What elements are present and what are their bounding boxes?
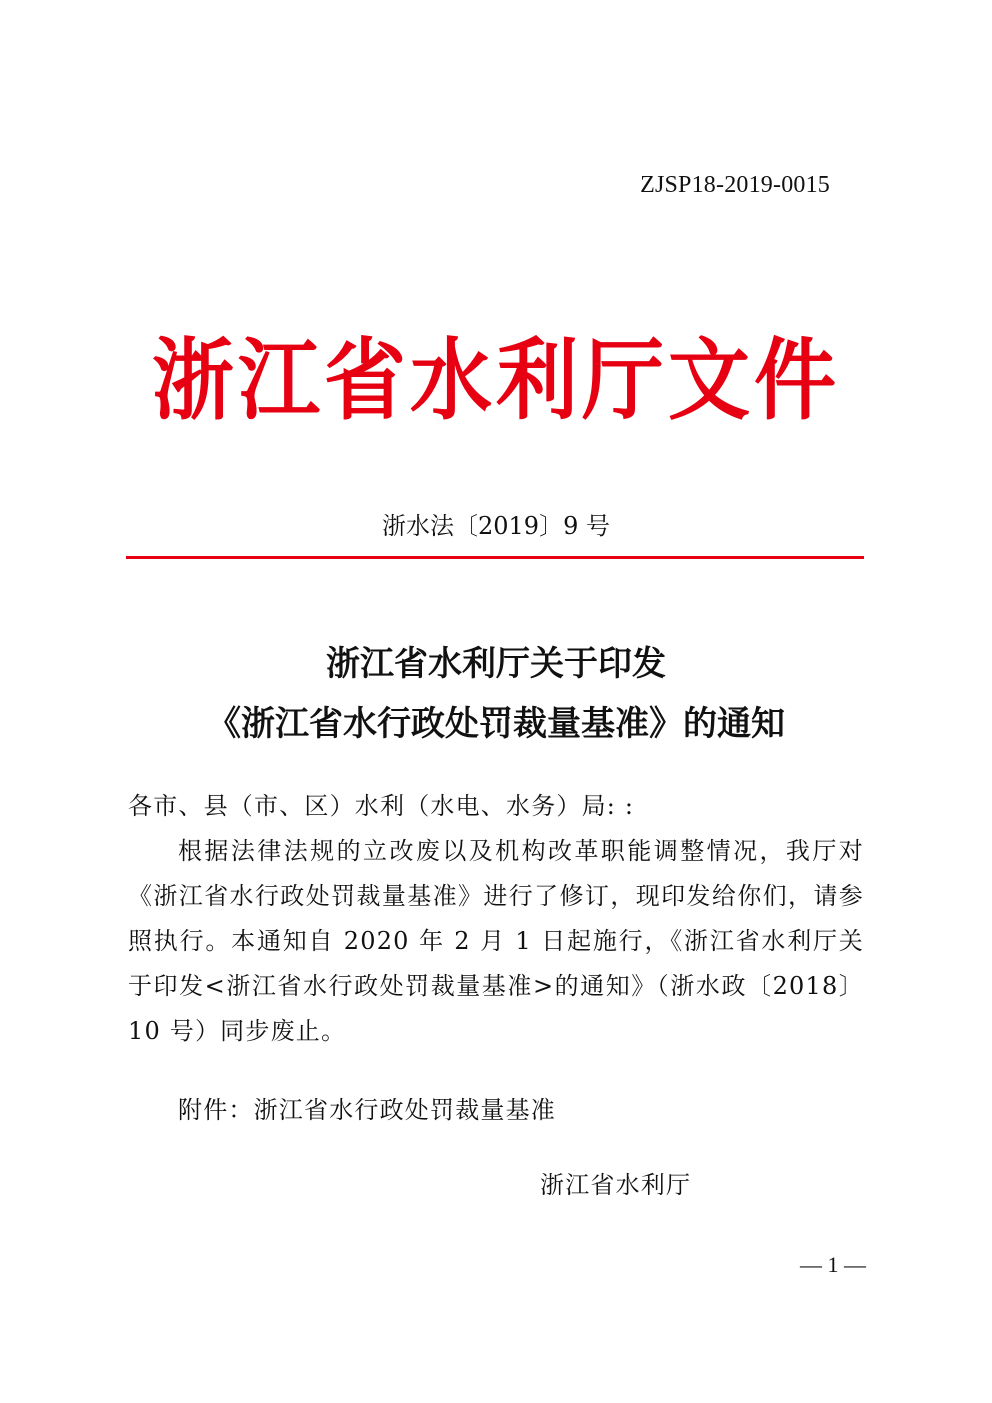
- notice-title-line2: 《浙江省水行政处罚裁量基准》的通知: [207, 704, 785, 744]
- issuer-signature: 浙江省水利厅: [540, 1171, 692, 1199]
- document-number: 浙水法〔2019〕9 号: [382, 512, 610, 540]
- attachment-line: 附件：浙江省水行政处罚裁量基准: [178, 1096, 556, 1124]
- body-paragraph: 根据法律法规的立改废以及机构改革职能调整情况，我厅对《浙江省水行政处罚裁量基准》进行了修订，现印发给你们，请参照执行。本通知自 2020 年 2 月 1 日起施行，《浙江省水利厅关于印发<浙江省水行政处罚裁量基准>的通知》（浙水政〔2018〕10 号）同步废止。: [128, 837, 864, 1045]
- red-divider-rule: [126, 556, 864, 559]
- document-code: ZJSP18-2019-0015: [640, 172, 830, 198]
- notice-title-line1: 浙江省水利厅关于印发: [326, 644, 666, 684]
- masthead-title: 浙江省水利厅文件: [151, 330, 840, 433]
- page-number: — 1 —: [800, 1252, 866, 1277]
- notice-title: [128, 634, 864, 754]
- salutation: 各市、县（市、区）水利（水电、水务）局: :: [128, 792, 635, 820]
